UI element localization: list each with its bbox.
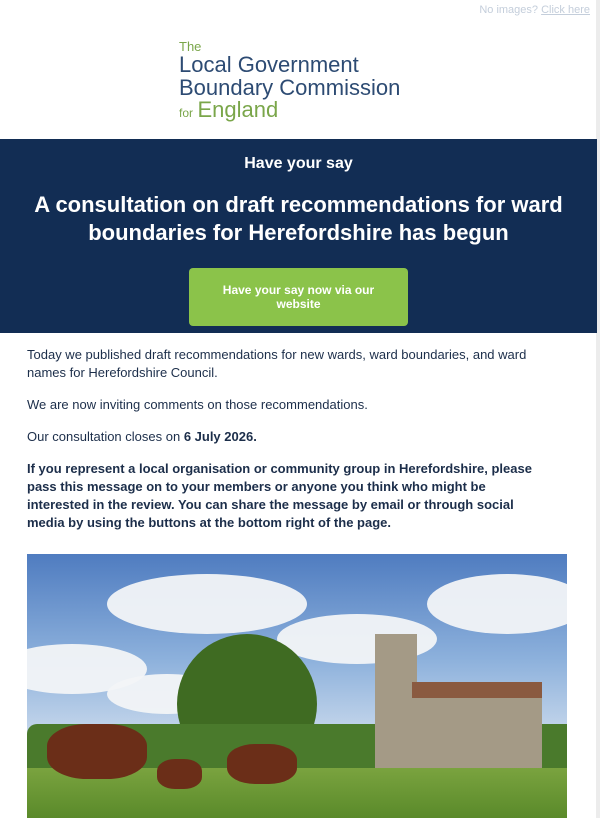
click-here-link[interactable]: Click here xyxy=(541,4,590,16)
paragraph-share: If you represent a local organisation or community group in Herefordshire, please pass this message on to your members or anyone you think who might be interested in the review. You can share the message by email or through social media by using the buttons at the bottom right of the page. xyxy=(27,461,532,530)
herefordshire-landscape-photo xyxy=(27,554,567,818)
paragraph-closing-date xyxy=(27,428,547,446)
have-your-say-button[interactable]: Have your say now via our website xyxy=(189,268,408,326)
paragraph-inviting: We are now inviting comments on those recommendations. xyxy=(27,397,368,412)
paragraph-intro: Today we published draft recommendations for new wards, ward boundaries, and ward names for Herefordshire Council. xyxy=(27,347,527,380)
logo-line1: Local Government xyxy=(179,52,359,77)
logo-line2: Boundary Commission xyxy=(179,75,401,100)
logo-england: England xyxy=(197,97,279,122)
lgbce-logo xyxy=(179,40,400,121)
email-body xyxy=(27,346,547,546)
logo-the: The xyxy=(179,39,202,54)
logo-for: for xyxy=(179,106,194,120)
banner-kicker: Have your say xyxy=(244,155,353,172)
hero-banner xyxy=(0,139,597,333)
closing-date: 6 July 2026. xyxy=(183,429,257,444)
no-images-text: No images? xyxy=(479,4,539,16)
no-images-notice xyxy=(479,4,590,16)
banner-headline: A consultation on draft recommendations for ward boundaries for Herefordshire has begun xyxy=(34,192,563,245)
scrollbar[interactable] xyxy=(596,0,600,818)
closing-prefix: Our consultation closes on xyxy=(27,429,184,444)
